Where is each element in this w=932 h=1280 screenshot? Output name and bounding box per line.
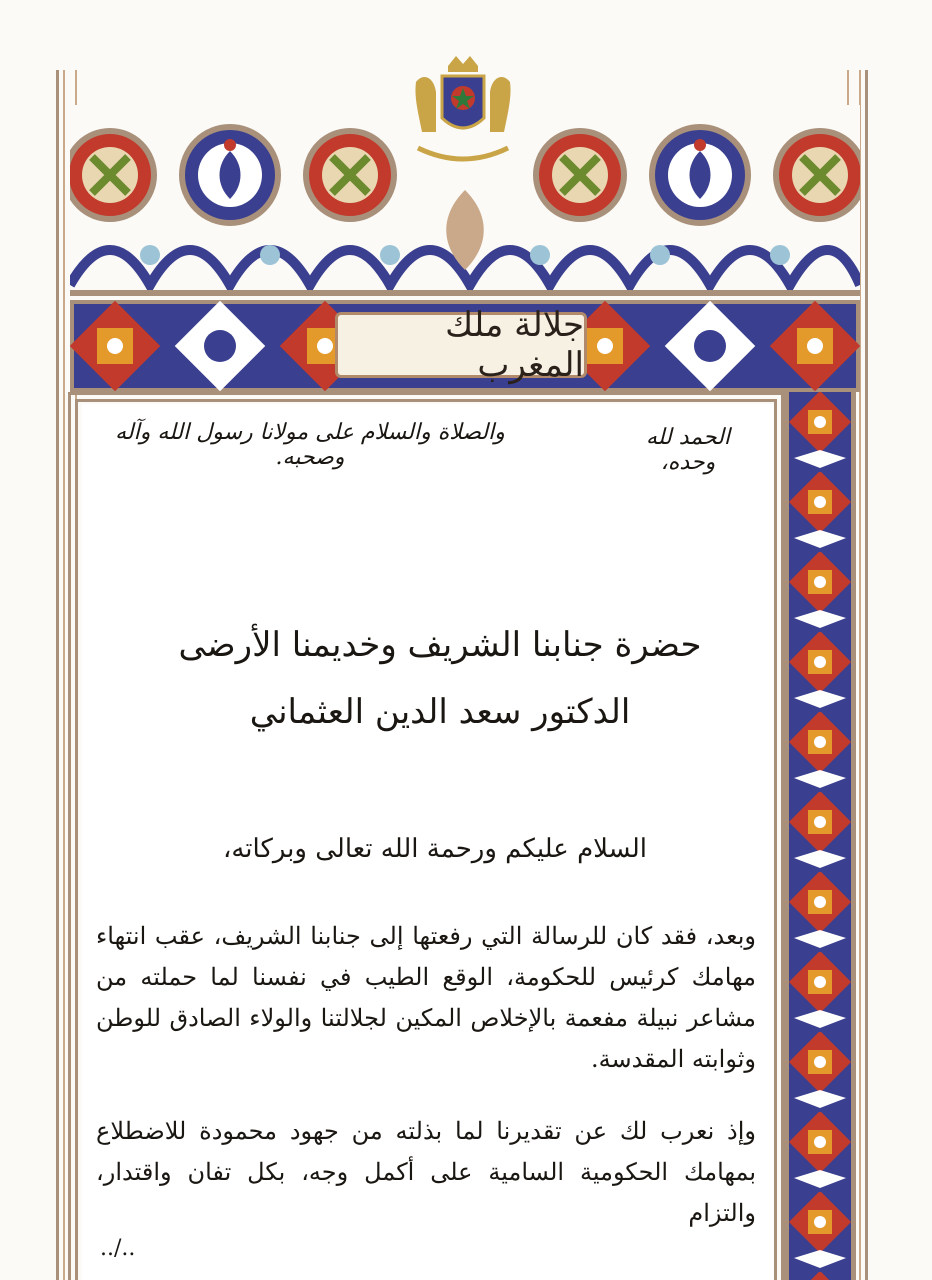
- royal-coat-of-arms-emblem: [404, 52, 522, 172]
- continuation-marker: ../..: [100, 1236, 136, 1261]
- recipient-name: الدكتور سعد الدين العثماني: [249, 692, 631, 732]
- prayer-invocation: والصلاة والسلام على مولانا رسول الله وآله وصحبه.: [115, 420, 505, 470]
- letterhead-title: جلالة ملك المغرب: [335, 312, 587, 378]
- salutation: السلام عليكم ورحمة الله تعالى وبركاته،: [222, 834, 648, 864]
- praise-invocation: الحمد لله وحده،: [645, 425, 731, 475]
- side-tile-band: [784, 392, 856, 1280]
- recipient-title: حضرة جنابنا الشريف وخديمنا الأرضى: [178, 625, 702, 665]
- body-paragraph-1: وبعد، فقد كان للرسالة التي رفعتها إلى جنابنا الشريف، عقب انتهاء مهامك كرئيس للحكومة، الوقع الطيب في نفسنا لما حملته من مشاعر نبيلة مفعمة بالإخلاص المكين لجلالتنا والولاء الصادق للوطن وثوابته المقدسة.: [96, 922, 756, 1073]
- body-paragraph-2: وإذ نعرب لك عن تقديرنا لما بذلته من جهود محمودة للاضطلاع بمهامك الحكومية السامية على أكمل وجه، بكل تفان واقتدار، والتزام: [96, 1117, 756, 1227]
